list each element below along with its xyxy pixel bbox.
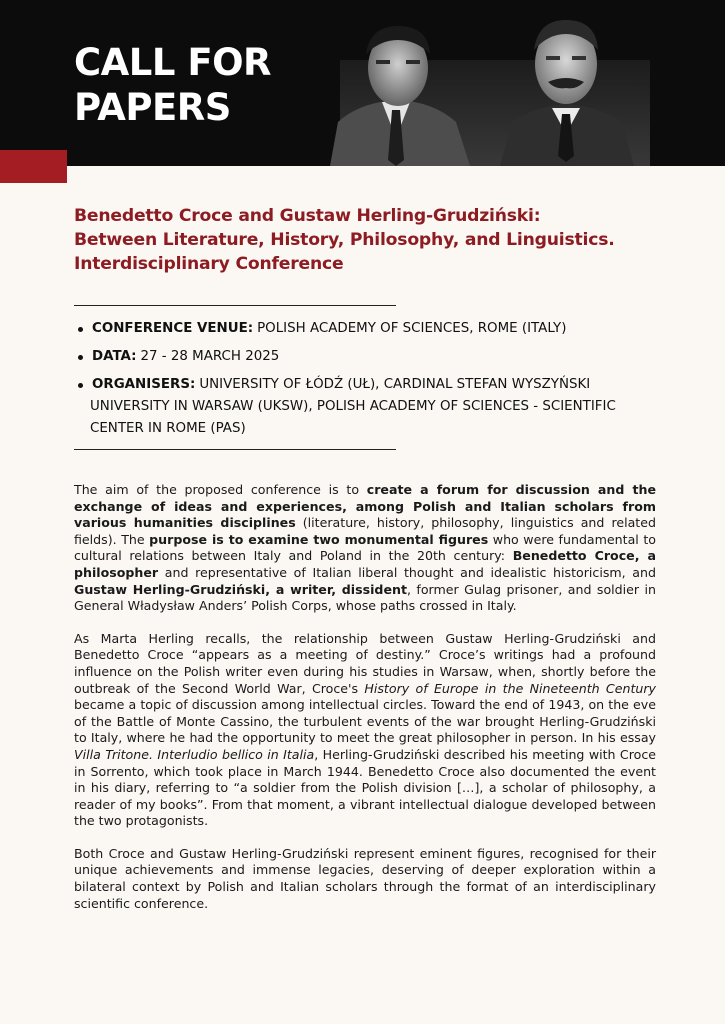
conference-title-line: Interdisciplinary Conference	[74, 254, 344, 274]
text-run: The aim of the proposed conference is to	[74, 482, 367, 497]
header-banner	[0, 0, 725, 166]
bold-run: create a forum for discussion and the exchange of ideas and experiences, among Polish and Italian scholars from various humanities disciplines	[74, 482, 657, 531]
bold-run: Gustaw Herling-Grudziński, a writer, dissident	[74, 581, 407, 597]
info-label: CONFERENCE VENUE:	[92, 321, 254, 336]
page-title-line: PAPERS	[74, 86, 231, 129]
info-label: ORGANISERS:	[92, 377, 196, 392]
conference-title	[74, 204, 674, 276]
divider-top	[74, 305, 396, 306]
conference-title-line: Between Literature, History, Philosophy, and Linguistics.	[74, 230, 615, 250]
text-run: , Herling-Grudziński described his meeting with Croce in Sorrento, which took place in March 1944. Benedetto Croce also documented the event in his diary, referring to “a soldier from the Polish division […], a scholar of philosophy, a reader of my books”. From that moment, a vibrant intellectual dialogue developed between the two protagonists.	[74, 746, 656, 829]
portrait-photo	[330, 10, 660, 166]
info-value: UNIVERSITY OF ŁÓDŹ (UŁ), CARDINAL STEFAN WYSZYŃSKI	[199, 377, 591, 392]
text-run: , former Gulag prisoner, and soldier in General Władysław Anders’ Polish Corps, whose paths crossed in Italy.	[74, 581, 656, 614]
paragraph-history	[74, 631, 656, 830]
text-run: (literature, history, philosophy, linguistics and related fields). The	[74, 515, 656, 547]
info-value: 27 - 28 MARCH 2025	[140, 349, 280, 364]
page-title-line: CALL FOR	[74, 41, 272, 84]
info-value: CENTER IN ROME (PAS)	[90, 421, 246, 436]
paragraph-conclusion: Both Croce and Gustaw Herling-Grudziński represent eminent figures, recognised for their unique achievements and immense legacies, deserving of deeper exploration within a bilateral context by Polish and Italian scholars through the format of an interdisciplinary scientific conference.	[74, 845, 656, 911]
accent-bar	[0, 150, 67, 183]
info-value: POLISH ACADEMY OF SCIENCES, ROME (ITALY)	[257, 321, 567, 336]
text-run: and representative of Italian liberal thought and idealistic historicism, and	[158, 564, 656, 580]
info-item-venue	[74, 318, 684, 340]
paragraph-aim	[74, 482, 656, 615]
divider-bottom	[74, 449, 396, 450]
conference-title-line: Benedetto Croce and Gustaw Herling-Grudziński:	[74, 206, 541, 226]
info-label: DATA:	[92, 349, 137, 364]
bold-run: purpose is to examine two monumental figures	[149, 531, 489, 547]
bold-run: Benedetto Croce, a philosopher	[74, 548, 656, 580]
body-text	[74, 482, 656, 928]
conference-info-list	[74, 318, 684, 446]
text-run: who were fundamental to cultural relations between Italy and Poland in the 20th century:	[74, 531, 656, 564]
page-title	[74, 40, 271, 130]
info-value: UNIVERSITY IN WARSAW (UKSW), POLISH ACADEMY OF SCIENCES - SCIENTIFIC	[90, 399, 616, 414]
info-item-organisers	[74, 374, 684, 440]
italic-run: Villa Tritone. Interludio bellico in Italia	[74, 746, 315, 762]
info-item-date	[74, 346, 684, 368]
text-run: became a topic of discussion among intellectual circles. Toward the end of 1943, on the eve of the Battle of Monte Cassino, the turbulent events of the war brought Herling-Grudziński to Italy, where he had the opportunity to meet the great philosopher in person. In his essay	[74, 697, 656, 746]
italic-run: History of Europe in the Nineteenth Century	[364, 680, 657, 696]
text-run: As Marta Herling recalls, the relationship between Gustaw Herling-Grudziński and Benedetto Croce “appears as a meeting of destiny.” Croce’s writings had a profound influence on the Polish writer even during his studies in Warsaw, when, shortly before the outbreak of the Second World War, Croce's	[74, 630, 656, 696]
